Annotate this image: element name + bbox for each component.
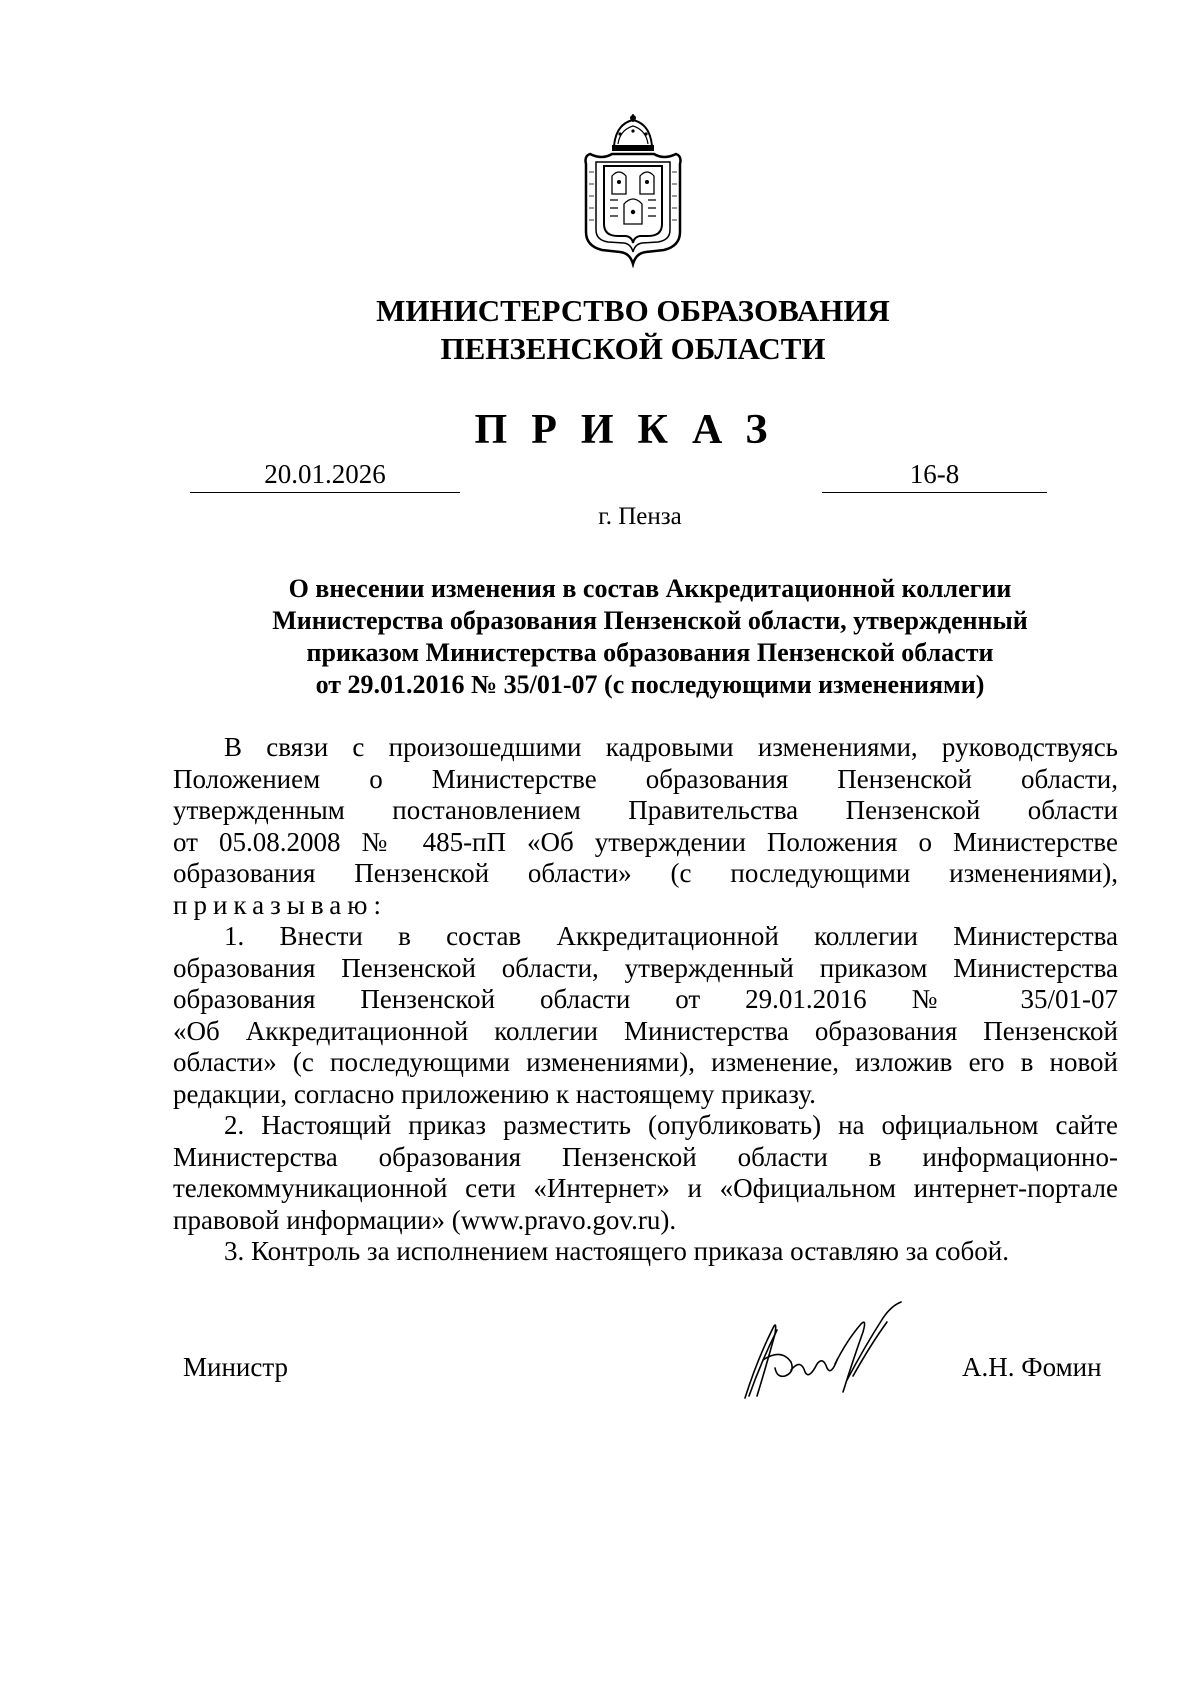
subject-line: О внесении изменения в состав Аккредитационной коллегии xyxy=(288,574,1012,603)
body-line: от 05.08.2008 № 485-пП «Об утверждении Положения о Министерстве xyxy=(173,826,1118,857)
signatory-position: Министр xyxy=(183,1352,288,1382)
body-line: образования Пензенской области от 29.01.2016 № 35/01-07 xyxy=(173,984,1118,1014)
ministry-name-line-1: МИНИСТЕРСТВО ОБРАЗОВАНИЯ xyxy=(376,293,890,328)
body-line: области» (с последующими изменениями), изменение, изложив его в новой xyxy=(173,1047,1118,1077)
order-title: ПРИКАЗ xyxy=(474,407,792,453)
signatory-name: А.Н. Фомин xyxy=(962,1352,1102,1382)
order-body xyxy=(173,732,1118,1268)
order-subject xyxy=(200,573,1100,701)
body-line: 2. Настоящий приказ разместить (опубликовать) на официальном сайте xyxy=(224,1110,1118,1140)
handwritten-signature xyxy=(735,1300,910,1405)
body-line: образования Пензенской области, утвержденный приказом Министерства xyxy=(173,952,1118,983)
body-line: 1. Внести в состав Аккредитационной коллегии Министерства xyxy=(224,921,1118,951)
body-line: Министерства образования Пензенской области в информационно- xyxy=(173,1141,1118,1172)
city: г. Пенза xyxy=(598,503,682,530)
body-line: редакции, согласно приложению к настоящему приказу. xyxy=(173,1078,816,1109)
body-line: 3. Контроль за исполнением настоящего приказа оставляю за собой. xyxy=(224,1236,1009,1266)
subject-line: приказом Министерства образования Пензенской области xyxy=(306,638,994,667)
body-line: телекоммуникационной сети «Интернет» и «Официальном интернет-портале xyxy=(173,1173,1118,1203)
body-line: правовой информации» (www.pravo.gov.ru). xyxy=(173,1204,677,1235)
ministry-name-line-2: ПЕНЗЕНСКОЙ ОБЛАСТИ xyxy=(440,331,826,366)
subject-line: Министерства образования Пензенской области, утвержденный xyxy=(272,606,1028,635)
body-line: образования Пензенской области» (с последующими изменениями), xyxy=(173,858,1118,888)
body-line: «Об Аккредитационной коллегии Министерства образования Пензенской xyxy=(173,1015,1118,1046)
body-line-decree-word: приказываю: xyxy=(173,889,387,920)
order-date: 20.01.2026 xyxy=(190,456,460,493)
body-line: В связи с произошедшими кадровыми изменениями, руководствуясь xyxy=(224,732,1118,762)
coat-of-arms-icon xyxy=(580,112,686,268)
body-line: утвержденным постановлением Правительства Пензенской области xyxy=(173,795,1118,825)
order-number: 16-8 xyxy=(822,456,1047,493)
subject-line: от 29.01.2016 № 35/01-07 (с последующими изменениями) xyxy=(315,670,985,699)
body-line: Положением о Министерстве образования Пензенской области, xyxy=(173,763,1118,794)
